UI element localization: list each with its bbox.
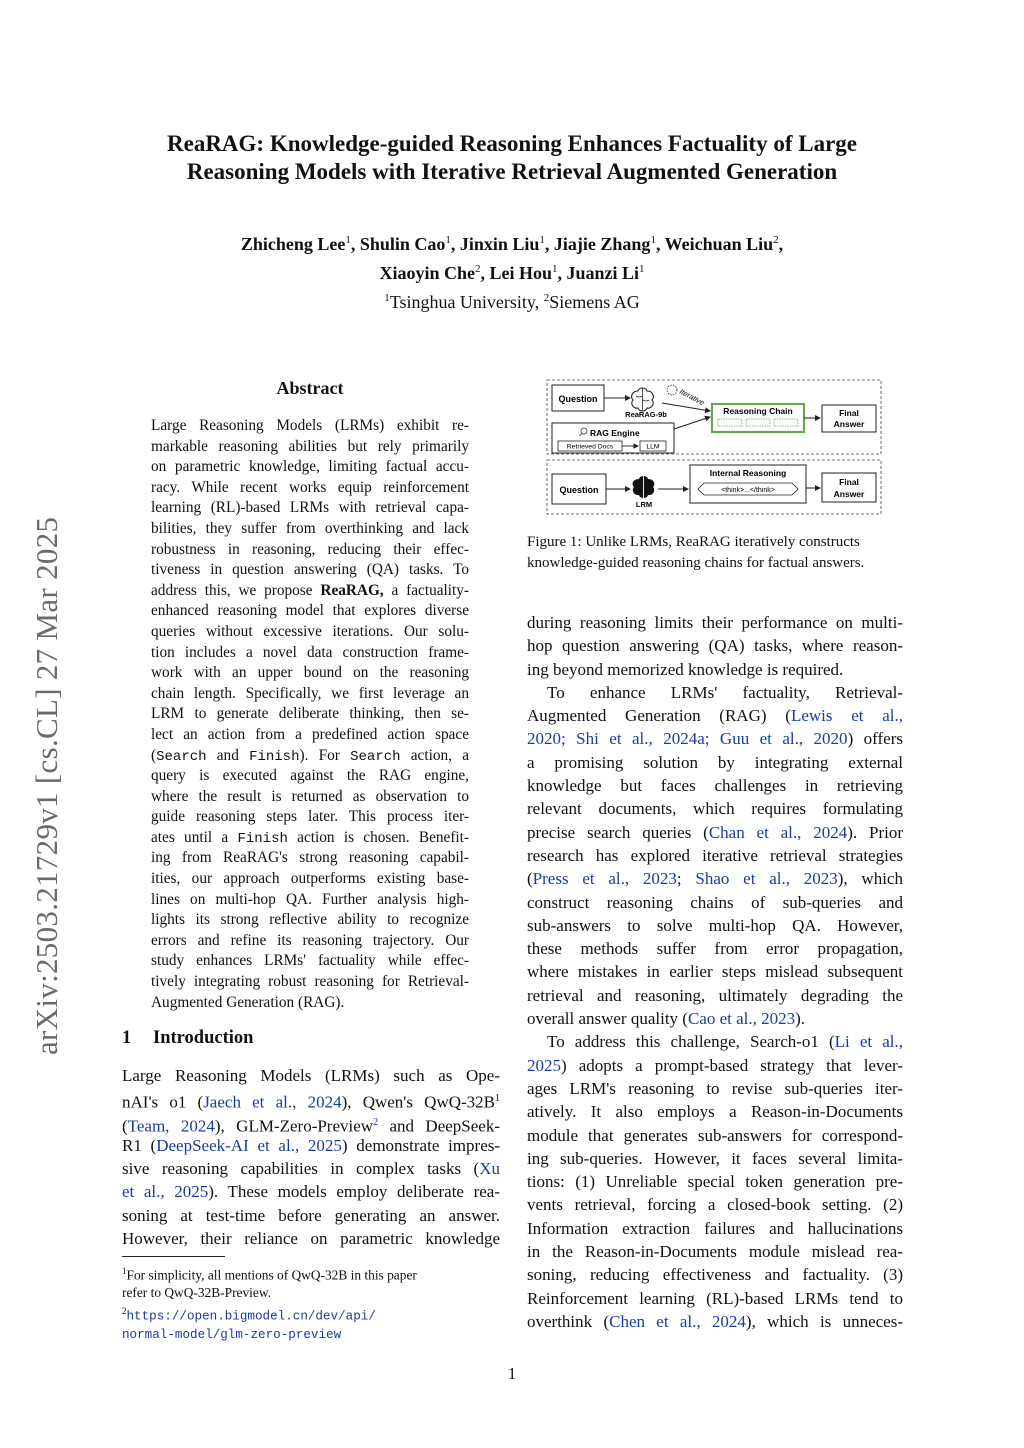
text-line: these methods suffer from error propagation, <box>527 939 903 959</box>
figure-1-caption <box>527 532 907 574</box>
author-affiliation-mark: 1 <box>552 263 558 275</box>
text-line: et al., 2025). These models employ deliberate rea- <box>122 1182 500 1202</box>
rearag-model-label: ReaRAG-9b <box>625 410 667 419</box>
text-line: 2020; Shi et al., 2024a; Guu et al., 2020) offers <box>527 729 904 749</box>
text-line: (Press et al., 2023; Shao et al., 2023), which <box>527 869 903 889</box>
text-line: robustness in reasoning, reducing their effec- <box>151 540 469 558</box>
text-line: vents retrieval, forcing a closed-book setting. (2) <box>527 1195 903 1215</box>
text-line: retrieval and reasoning, ultimately degrading the <box>527 985 903 1005</box>
top-question-label: Question <box>558 394 598 404</box>
text-line: sub-answers to solve multi-hop QA. However, <box>527 915 903 935</box>
text-line: ing from ReaRAG's strong reasoning capabil- <box>151 849 469 867</box>
text-line: tively integrating robust reasoning for Retrieval- <box>151 973 469 991</box>
text-line: However, their reliance on parametric knowledge <box>122 1229 500 1249</box>
iterative-label: Iterative <box>678 386 706 408</box>
text-line: bilities, they suffer from overthinking and lack <box>151 519 469 537</box>
bottom-answer-label: Answer <box>833 489 865 499</box>
author-line-1: Zhicheng Lee$^1$, Shulin Cao$^1$, Jinxin Liu$^1$, Jiajie Zhang$^1$, Weichuan Liu$^2$, <box>240 234 784 254</box>
iterative-loop-icon <box>667 385 677 395</box>
author-affiliation-mark: 1 <box>650 234 656 246</box>
footnote-1 <box>122 1262 502 1284</box>
text-line: sive reasoning capabilities in complex tasks (Xu <box>122 1159 500 1179</box>
footnote-2-number: 2 <box>122 1306 127 1317</box>
text-line: lights its strong reflective ability to recognize <box>151 911 469 929</box>
text-line: on parametric knowledge, limiting factual accu- <box>151 458 469 476</box>
author-name: Jinxin Liu <box>459 234 540 254</box>
text-line: Reinforcement learning (RL)-based LRMs tend to <box>527 1288 903 1308</box>
text-line: overthink (Chen et al., 2024), which is unneces- <box>527 1311 903 1331</box>
affiliations: $^1$Tsinghua University, $^2$Siemens AG <box>384 292 640 312</box>
think-token-label: <think>...</think> <box>721 487 775 494</box>
text-line: Augmented Generation (RAG). <box>151 993 345 1011</box>
text-line: soning, reducing effectiveness and factuality. (3) <box>527 1265 903 1285</box>
author-name: Shulin Cao <box>359 234 446 254</box>
section-number: 1 <box>122 1028 132 1048</box>
text-line: (Search and Finish). For Search action, a <box>151 746 469 765</box>
author-name: Juanzi Li <box>566 263 640 283</box>
affiliation-number: 1 <box>384 292 390 304</box>
brain-icon <box>632 388 654 411</box>
lrm-model-label: LRM <box>635 500 653 509</box>
text-line: chain length. Specifically, we first leverage an <box>151 684 469 702</box>
text-line: ities, our approach outperforms existing base- <box>151 870 469 888</box>
author-affiliation-mark: 1 <box>539 234 545 246</box>
text-line: research has explored iterative retrieval strategies <box>527 845 903 865</box>
arxiv-identifier[interactable]: arXiv:2503.21729v1 [cs.CL] 27 Mar 2025 <box>29 516 64 1055</box>
footnote-1-line-1: For simplicity, all mentions of QwQ-32B in this paper <box>126 1267 417 1283</box>
paper-title <box>100 130 924 186</box>
text-line: tion includes a novel data construction frame- <box>151 643 469 661</box>
text-line: R1 (DeepSeek-AI et al., 2025) demonstrate impres- <box>122 1135 501 1155</box>
text-line: lines on multi-hop QA. Further analysis high- <box>151 890 469 908</box>
title-line-2: Reasoning Models with Iterative Retrieval Augmented Generation <box>186 159 838 184</box>
right-column-text <box>527 611 903 1333</box>
text-line: in the Reason-in-Documents module mislead rea- <box>527 1242 903 1262</box>
text-line: Large Reasoning Models (LRMs) exhibit re- <box>151 417 469 434</box>
footnote-2-url-line-2[interactable]: normal-model/glm-zero-preview <box>122 1327 342 1342</box>
affiliation-name: Tsinghua University <box>389 292 535 312</box>
abstract-heading: Abstract <box>276 378 344 398</box>
author-affiliation-mark: 1 <box>345 234 351 246</box>
top-final-label: Final <box>839 408 859 418</box>
text-line: enhanced reasoning model that explores diverse <box>151 602 469 620</box>
author-name: Jiajie Zhang <box>553 234 651 254</box>
text-line: relevant documents, which requires formulating <box>527 799 903 819</box>
author-name: Zhicheng Lee <box>240 234 346 254</box>
reasoning-chain-label: Reasoning Chain <box>723 406 793 416</box>
text-line: To address this challenge, Search-o1 (Li et al., <box>547 1032 903 1052</box>
text-line: racy. While recent works equip reinforcement <box>151 478 469 496</box>
text-line: tions: (1) Unreliable special token generation pre- <box>527 1172 903 1192</box>
text-line: where the result is returned as observation to <box>151 787 469 805</box>
section-title: Introduction <box>153 1028 254 1048</box>
text-line: construct reasoning chains of sub-queries and <box>527 892 903 912</box>
text-line: ates until a Finish action is chosen. Benefit- <box>151 828 470 847</box>
text-line: learning (RL)-based LRMs with retrieval capa- <box>151 499 469 517</box>
footnote-1-cont: refer to QwQ-32B-Preview. <box>122 1285 271 1301</box>
text-line: (Team, 2024), GLM-Zero-Preview$^2$ and DeepSeek- <box>122 1116 500 1136</box>
text-line: Augmented Generation (RAG) (Lewis et al., <box>527 706 903 726</box>
text-line: during reasoning limits their performance on multi- <box>527 613 903 632</box>
caption-line: knowledge-guided reasoning chains for factual answers. <box>527 555 865 571</box>
text-line: hop question answering (QA) tasks, where reason- <box>527 636 903 656</box>
author-line-2: Xiaoyin Che$^2$, Lei Hou$^1$, Juanzi Li$^1$ <box>379 263 645 283</box>
author-name: Weichuan Liu <box>664 234 774 254</box>
affiliation-name: Siemens AG <box>549 292 640 312</box>
text-line: guide reasoning steps later. This process iter- <box>151 808 469 826</box>
author-affiliation-mark: 1 <box>639 263 645 275</box>
caption-line: Figure 1: Unlike LRMs, ReaRAG iteratively constructs <box>527 534 860 550</box>
text-line: Large Reasoning Models (LRMs) such as Ope- <box>122 1066 500 1085</box>
text-line: knowledge but faces challenges in retrieving <box>527 776 903 796</box>
section-heading-introduction <box>122 1028 253 1049</box>
text-line: queries without excessive iterations. Our solu- <box>151 622 469 640</box>
llm-label: LLM <box>646 443 660 451</box>
text-line: Information extraction failures and hallucinations <box>527 1218 903 1238</box>
text-line: a promising solution by integrating external <box>527 752 903 772</box>
author-affiliation-mark: 2 <box>773 234 779 246</box>
text-line: overall answer quality (Cao et al., 2023). <box>527 1009 806 1029</box>
title-line-1: ReaRAG: Knowledge-guided Reasoning Enhances Factuality of Large <box>167 131 857 156</box>
text-line: address this, we propose ReaRAG, a factuality- <box>151 581 469 599</box>
text-line: atively. It also employs a Reason-in-Documents <box>527 1102 903 1122</box>
retrieved-docs-label: Retrieved Docs <box>566 443 614 451</box>
text-line: study enhances LRMs' factuality while effec- <box>151 952 469 970</box>
rag-engine-label: RAG Engine <box>590 428 640 438</box>
top-answer-label: Answer <box>833 419 865 429</box>
author-block <box>100 228 924 315</box>
text-line: errors and refine its reasoning trajectory. Our <box>151 931 469 949</box>
text-line: precise search queries (Chan et al., 2024). Prior <box>527 822 903 842</box>
bottom-final-label: Final <box>839 477 859 487</box>
footnote-rule <box>122 1256 225 1257</box>
footnotes <box>122 1262 502 1344</box>
text-line: LRM to generate deliberate thinking, then se- <box>151 705 469 723</box>
text-line: work with an upper bound on the reasoning <box>151 664 469 682</box>
author-affiliation-mark: 2 <box>474 263 481 275</box>
footnote-1-number: 1 <box>122 1266 127 1276</box>
text-line: soning at test-time before generating an answer. <box>122 1205 500 1225</box>
text-line: module that generates sub-answers for correspond- <box>527 1125 903 1145</box>
text-line: ing sub-queries. However, it faces several limita- <box>527 1148 903 1168</box>
text-line: To enhance LRMs' factuality, Retrieval- <box>547 682 903 702</box>
text-line: query is executed against the RAG engine, <box>151 767 469 785</box>
lrm-brain-icon <box>633 476 655 498</box>
text-line: lect an action from a predefined action space <box>151 725 469 743</box>
affiliation-number: 2 <box>543 292 550 304</box>
author-affiliation-mark: 1 <box>445 234 451 246</box>
internal-reasoning-label: Internal Reasoning <box>709 468 787 478</box>
bottom-question-label: Question <box>559 485 599 495</box>
author-name: Xiaoyin Che <box>379 263 475 283</box>
left-column-text <box>122 1064 500 1250</box>
author-name: Lei Hou <box>489 263 552 283</box>
text-line: where mistakes in earlier steps mislead subsequent <box>527 962 903 982</box>
footnote-2 <box>122 1302 502 1325</box>
figure-1-diagram <box>546 379 882 515</box>
footnote-2-url-line-1[interactable]: https://open.bigmodel.cn/dev/api/ <box>126 1309 376 1324</box>
page-number: 1 <box>507 1364 517 1383</box>
text-line: markable reasoning abilities but rely primarily <box>151 437 469 455</box>
text-line: nAI's o1 (Jaech et al., 2024), Qwen's QwQ-$32B^1$ <box>122 1092 500 1112</box>
text-line: tiveness in question answering (QA) tasks. To <box>151 561 469 579</box>
text-line: ing beyond memorized knowledge is required. <box>527 659 844 679</box>
abstract-body <box>151 416 469 1013</box>
text-line: ages LRM's reasoning to revise sub-queries iter- <box>527 1078 903 1098</box>
text-line: 2025) adopts a prompt-based strategy that lever- <box>527 1055 903 1075</box>
